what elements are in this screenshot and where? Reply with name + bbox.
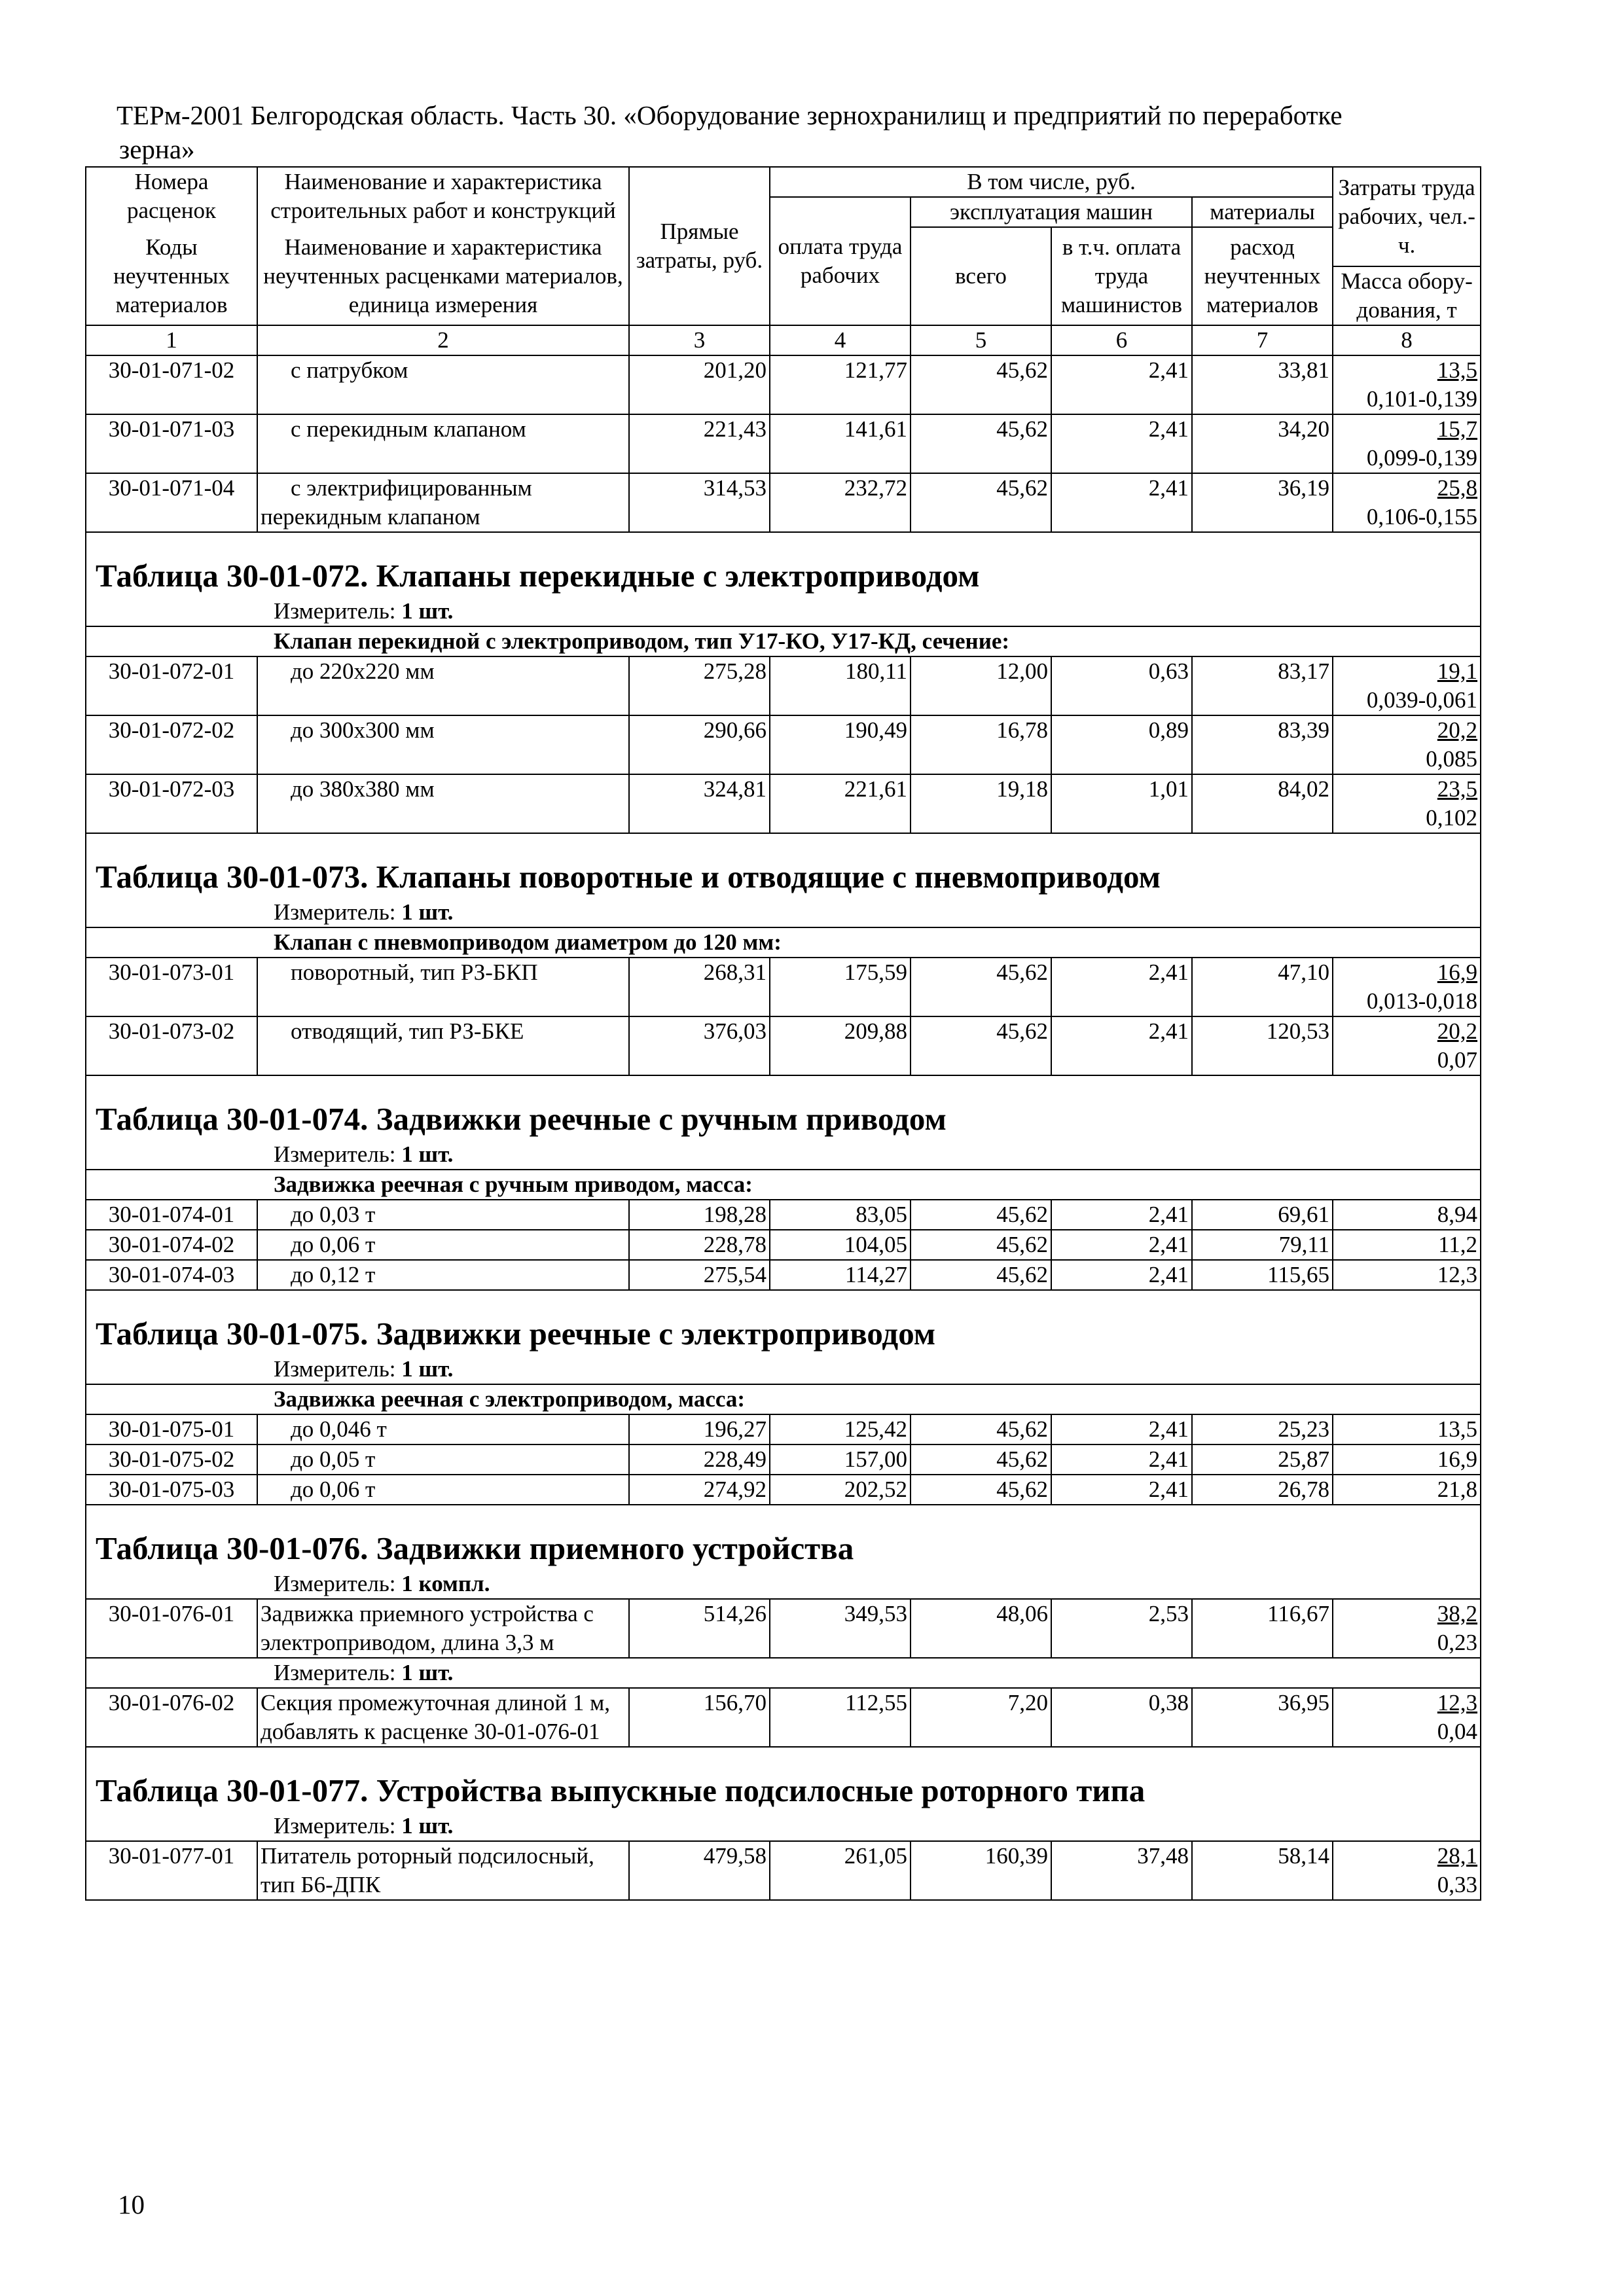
machine-costs: 45,62 — [911, 1475, 1051, 1505]
machinist-wage: 2,41 — [1051, 1475, 1192, 1505]
mass-value: 0,07 — [1437, 1047, 1478, 1073]
direct-costs: 228,78 — [629, 1230, 770, 1260]
machine-costs: 45,62 — [911, 1260, 1051, 1290]
table-row — [86, 473, 1481, 532]
table-row — [86, 1475, 1481, 1505]
material-costs: 84,02 — [1192, 774, 1333, 833]
machine-costs: 45,62 — [911, 414, 1051, 473]
section-title: Таблица 30-01-073. Клапаны поворотные и отводящие с пневмоприводом — [86, 833, 1481, 898]
wage-costs: 180,11 — [770, 656, 911, 715]
mass-value: 0,101-0,139 — [1366, 386, 1478, 412]
material-costs: 120,53 — [1192, 1016, 1333, 1075]
machinist-wage: 2,53 — [1051, 1599, 1192, 1658]
direct-costs: 275,54 — [629, 1260, 770, 1290]
table-row — [86, 774, 1481, 833]
direct-costs: 198,28 — [629, 1200, 770, 1230]
table-row — [86, 1230, 1481, 1260]
direct-costs: 274,92 — [629, 1475, 770, 1505]
rate-name: до 0,05 т — [257, 1444, 629, 1475]
labor-mass-cell — [1333, 1841, 1481, 1900]
machinist-wage: 1,01 — [1051, 774, 1192, 833]
table-row — [86, 1200, 1481, 1230]
measure-unit: Измеритель: 1 шт. — [86, 1658, 1481, 1688]
machinist-wage: 2,41 — [1051, 473, 1192, 532]
direct-costs: 514,26 — [629, 1599, 770, 1658]
wage-costs: 114,27 — [770, 1260, 911, 1290]
rate-name: Секция промежуточная длиной 1 м, добавлять к расценке 30-01-076-01 — [257, 1688, 629, 1747]
material-costs: 34,20 — [1192, 414, 1333, 473]
measure-unit: Измеритель: 1 компл. — [86, 1570, 1481, 1599]
col-header-8b: Масса обору-дования, т — [1333, 266, 1481, 325]
rate-name: до 300х300 мм — [257, 715, 629, 774]
table-row — [86, 1599, 1481, 1658]
labor-mass-cell — [1333, 1016, 1481, 1075]
labor-value: 12,3 — [1333, 1260, 1481, 1290]
col-header-exp: эксплуатация машин — [911, 197, 1192, 227]
rate-code: 30-01-074-02 — [86, 1230, 257, 1260]
machine-costs: 19,18 — [911, 774, 1051, 833]
rate-name: с электрифицированным перекидным клапаном — [257, 473, 629, 532]
machinist-wage: 0,38 — [1051, 1688, 1192, 1747]
col-header-8a: Затраты труда рабочих, чел.-ч. — [1333, 167, 1481, 266]
machinist-wage: 2,41 — [1051, 355, 1192, 414]
wage-costs: 349,53 — [770, 1599, 911, 1658]
measure-unit: Измеритель: 1 шт. — [86, 898, 1481, 927]
labor-mass-cell — [1333, 715, 1481, 774]
machinist-wage: 2,41 — [1051, 1414, 1192, 1444]
direct-costs: 201,20 — [629, 355, 770, 414]
rate-name: с перекидным клапаном — [257, 414, 629, 473]
rate-name: до 0,06 т — [257, 1475, 629, 1505]
direct-costs: 156,70 — [629, 1688, 770, 1747]
machine-costs: 16,78 — [911, 715, 1051, 774]
labor-value: 25,8 — [1437, 475, 1478, 501]
rate-name: отводящий, тип РЗ-БКЕ — [257, 1016, 629, 1075]
section-title: Таблица 30-01-072. Клапаны перекидные с электроприводом — [86, 532, 1481, 597]
mass-value: 0,013-0,018 — [1366, 988, 1478, 1014]
labor-mass-cell — [1333, 1688, 1481, 1747]
labor-value: 23,5 — [1437, 776, 1478, 802]
rate-code: 30-01-071-03 — [86, 414, 257, 473]
rate-code: 30-01-072-01 — [86, 656, 257, 715]
table-row — [86, 1841, 1481, 1900]
mass-value: 0,23 — [1437, 1630, 1478, 1655]
col-number: 2 — [257, 325, 629, 355]
labor-value: 28,1 — [1437, 1843, 1478, 1869]
labor-value: 20,2 — [1437, 717, 1478, 743]
page-number: 10 — [118, 2189, 145, 2219]
direct-costs: 324,81 — [629, 774, 770, 833]
rate-code: 30-01-076-02 — [86, 1688, 257, 1747]
table-row — [86, 656, 1481, 715]
material-costs: 58,14 — [1192, 1841, 1333, 1900]
labor-value: 13,5 — [1437, 357, 1478, 383]
labor-mass-cell — [1333, 656, 1481, 715]
col-header-6: в т.ч. оплата труда машинистов — [1051, 227, 1192, 325]
material-costs: 69,61 — [1192, 1200, 1333, 1230]
measure-unit: Измеритель: 1 шт. — [86, 1140, 1481, 1170]
table-row — [86, 414, 1481, 473]
group-heading: Задвижка реечная с электроприводом, масса: — [86, 1384, 1481, 1414]
mass-value: 0,04 — [1437, 1719, 1478, 1744]
rate-code: 30-01-074-01 — [86, 1200, 257, 1230]
wage-costs: 221,61 — [770, 774, 911, 833]
wage-costs: 232,72 — [770, 473, 911, 532]
table-row — [86, 1444, 1481, 1475]
table-row — [86, 355, 1481, 414]
labor-value: 12,3 — [1437, 1690, 1478, 1715]
machinist-wage: 2,41 — [1051, 1444, 1192, 1475]
labor-mass-cell — [1333, 1599, 1481, 1658]
col-header-3: Прямые затраты, руб. — [629, 167, 770, 325]
col-number: 4 — [770, 325, 911, 355]
labor-mass-cell — [1333, 958, 1481, 1016]
machine-costs: 45,62 — [911, 958, 1051, 1016]
wage-costs: 104,05 — [770, 1230, 911, 1260]
rate-code: 30-01-077-01 — [86, 1841, 257, 1900]
rate-code: 30-01-074-03 — [86, 1260, 257, 1290]
col-number: 1 — [86, 325, 257, 355]
header-line-1: ТЕРм-2001 Белгородская область. Часть 30. «Оборудование зернохранилищ и предприятий по переработке — [117, 100, 1343, 130]
direct-costs: 196,27 — [629, 1414, 770, 1444]
machine-costs: 45,62 — [911, 1016, 1051, 1075]
labor-value: 15,7 — [1437, 416, 1478, 442]
rate-name: до 0,06 т — [257, 1230, 629, 1260]
measure-unit: Измеритель: 1 шт. — [86, 1812, 1481, 1841]
direct-costs: 314,53 — [629, 473, 770, 532]
table-row — [86, 1260, 1481, 1290]
col-header-7: расход неучтенных материалов — [1192, 227, 1333, 325]
rate-code: 30-01-073-01 — [86, 958, 257, 1016]
group-heading: Клапан с пневмоприводом диаметром до 120 мм: — [86, 927, 1481, 958]
wage-costs: 261,05 — [770, 1841, 911, 1900]
rate-code: 30-01-075-03 — [86, 1475, 257, 1505]
material-costs: 36,19 — [1192, 473, 1333, 532]
rate-code: 30-01-072-03 — [86, 774, 257, 833]
machinist-wage: 2,41 — [1051, 958, 1192, 1016]
rate-name: до 0,046 т — [257, 1414, 629, 1444]
section-title: Таблица 30-01-075. Задвижки реечные с электроприводом — [86, 1290, 1481, 1355]
machinist-wage: 0,89 — [1051, 715, 1192, 774]
machine-costs: 12,00 — [911, 656, 1051, 715]
mass-value: 0,085 — [1426, 746, 1478, 772]
direct-costs: 479,58 — [629, 1841, 770, 1900]
table-row — [86, 958, 1481, 1016]
measure-unit: Измеритель: 1 шт. — [86, 597, 1481, 626]
wage-costs: 141,61 — [770, 414, 911, 473]
wage-costs: 83,05 — [770, 1200, 911, 1230]
direct-costs: 221,43 — [629, 414, 770, 473]
labor-value: 16,9 — [1437, 960, 1478, 985]
mass-value: 0,099-0,139 — [1366, 445, 1478, 471]
col-number: 8 — [1333, 325, 1481, 355]
material-costs: 47,10 — [1192, 958, 1333, 1016]
rate-code: 30-01-075-02 — [86, 1444, 257, 1475]
col-header-4: оплата труда рабочих — [770, 197, 911, 325]
col-header-1b: Коды неучтенных материалов — [86, 227, 257, 325]
mass-value: 0,039-0,061 — [1366, 687, 1478, 713]
rate-name: до 220х220 мм — [257, 656, 629, 715]
material-costs: 79,11 — [1192, 1230, 1333, 1260]
col-number: 3 — [629, 325, 770, 355]
machine-costs: 45,62 — [911, 473, 1051, 532]
wage-costs: 121,77 — [770, 355, 911, 414]
wage-costs: 190,49 — [770, 715, 911, 774]
direct-costs: 268,31 — [629, 958, 770, 1016]
material-costs: 25,23 — [1192, 1414, 1333, 1444]
mass-value: 0,33 — [1437, 1872, 1478, 1897]
machine-costs: 45,62 — [911, 1414, 1051, 1444]
material-costs: 115,65 — [1192, 1260, 1333, 1290]
labor-value: 19,1 — [1437, 658, 1478, 684]
labor-mass-cell — [1333, 473, 1481, 532]
direct-costs: 376,03 — [629, 1016, 770, 1075]
material-costs: 26,78 — [1192, 1475, 1333, 1505]
table-row — [86, 1414, 1481, 1444]
labor-mass-cell — [1333, 414, 1481, 473]
col-header-mat: материалы — [1192, 197, 1333, 227]
material-costs: 33,81 — [1192, 355, 1333, 414]
col-header-2b: Наименование и характеристика неучтенных расценками материалов, единица измерения — [257, 227, 629, 325]
machinist-wage: 2,41 — [1051, 414, 1192, 473]
rate-name: Задвижка приемного устройства с электроприводом, длина 3,3 м — [257, 1599, 629, 1658]
table-row — [86, 1016, 1481, 1075]
rate-code: 30-01-071-04 — [86, 473, 257, 532]
material-costs: 25,87 — [1192, 1444, 1333, 1475]
labor-mass-cell — [1333, 774, 1481, 833]
machine-costs: 45,62 — [911, 1444, 1051, 1475]
machine-costs: 45,62 — [911, 355, 1051, 414]
labor-value: 21,8 — [1333, 1475, 1481, 1505]
machine-costs: 7,20 — [911, 1688, 1051, 1747]
machinist-wage: 37,48 — [1051, 1841, 1192, 1900]
wage-costs: 125,42 — [770, 1414, 911, 1444]
machine-costs: 48,06 — [911, 1599, 1051, 1658]
col-number: 6 — [1051, 325, 1192, 355]
section-title: Таблица 30-01-077. Устройства выпускные подсилосные роторного типа — [86, 1747, 1481, 1812]
group-heading: Клапан перекидной с электроприводом, тип У17-КО, У17-КД, сечение: — [86, 626, 1481, 656]
rate-name: до 0,12 т — [257, 1260, 629, 1290]
labor-value: 8,94 — [1333, 1200, 1481, 1230]
material-costs: 36,95 — [1192, 1688, 1333, 1747]
price-table — [85, 166, 1481, 1901]
labor-value: 20,2 — [1437, 1018, 1478, 1044]
col-number: 7 — [1192, 325, 1333, 355]
rate-code: 30-01-072-02 — [86, 715, 257, 774]
rate-name: поворотный, тип РЗ-БКП — [257, 958, 629, 1016]
col-header-5: всего — [911, 227, 1051, 325]
machinist-wage: 2,41 — [1051, 1230, 1192, 1260]
labor-value: 13,5 — [1333, 1414, 1481, 1444]
wage-costs: 209,88 — [770, 1016, 911, 1075]
machinist-wage: 0,63 — [1051, 656, 1192, 715]
direct-costs: 228,49 — [629, 1444, 770, 1475]
rate-code: 30-01-075-01 — [86, 1414, 257, 1444]
rate-name: до 0,03 т — [257, 1200, 629, 1230]
wage-costs: 202,52 — [770, 1475, 911, 1505]
direct-costs: 275,28 — [629, 656, 770, 715]
mass-value: 0,106-0,155 — [1366, 504, 1478, 529]
rate-code: 30-01-073-02 — [86, 1016, 257, 1075]
measure-unit: Измеритель: 1 шт. — [86, 1355, 1481, 1384]
direct-costs: 290,66 — [629, 715, 770, 774]
material-costs: 116,67 — [1192, 1599, 1333, 1658]
section-title: Таблица 30-01-074. Задвижки реечные с ручным приводом — [86, 1075, 1481, 1140]
wage-costs: 157,00 — [770, 1444, 911, 1475]
col-header-incl: В том числе, руб. — [770, 167, 1333, 197]
labor-value: 11,2 — [1333, 1230, 1481, 1260]
mass-value: 0,102 — [1426, 805, 1478, 831]
wage-costs: 175,59 — [770, 958, 911, 1016]
rate-name: до 380х380 мм — [257, 774, 629, 833]
machinist-wage: 2,41 — [1051, 1016, 1192, 1075]
document-header — [117, 98, 1465, 166]
labor-value: 38,2 — [1437, 1601, 1478, 1626]
machinist-wage: 2,41 — [1051, 1260, 1192, 1290]
section-title: Таблица 30-01-076. Задвижки приемного устройства — [86, 1505, 1481, 1570]
machine-costs: 45,62 — [911, 1230, 1051, 1260]
rate-name: с патрубком — [257, 355, 629, 414]
table-row — [86, 715, 1481, 774]
machinist-wage: 2,41 — [1051, 1200, 1192, 1230]
rate-code: 30-01-076-01 — [86, 1599, 257, 1658]
col-number: 5 — [911, 325, 1051, 355]
rate-code: 30-01-071-02 — [86, 355, 257, 414]
col-header-1a: Номера расценок — [86, 167, 257, 227]
labor-mass-cell — [1333, 355, 1481, 414]
table-row — [86, 1688, 1481, 1747]
rate-name: Питатель роторный подсилосный, тип Б6-ДПК — [257, 1841, 629, 1900]
material-costs: 83,17 — [1192, 656, 1333, 715]
header-line-2: зерна» — [119, 134, 195, 164]
machine-costs: 45,62 — [911, 1200, 1051, 1230]
machine-costs: 160,39 — [911, 1841, 1051, 1900]
labor-value: 16,9 — [1333, 1444, 1481, 1475]
wage-costs: 112,55 — [770, 1688, 911, 1747]
material-costs: 83,39 — [1192, 715, 1333, 774]
col-header-2a: Наименование и характеристика строительных работ и конструкций — [257, 167, 629, 227]
group-heading: Задвижка реечная с ручным приводом, масса: — [86, 1170, 1481, 1200]
